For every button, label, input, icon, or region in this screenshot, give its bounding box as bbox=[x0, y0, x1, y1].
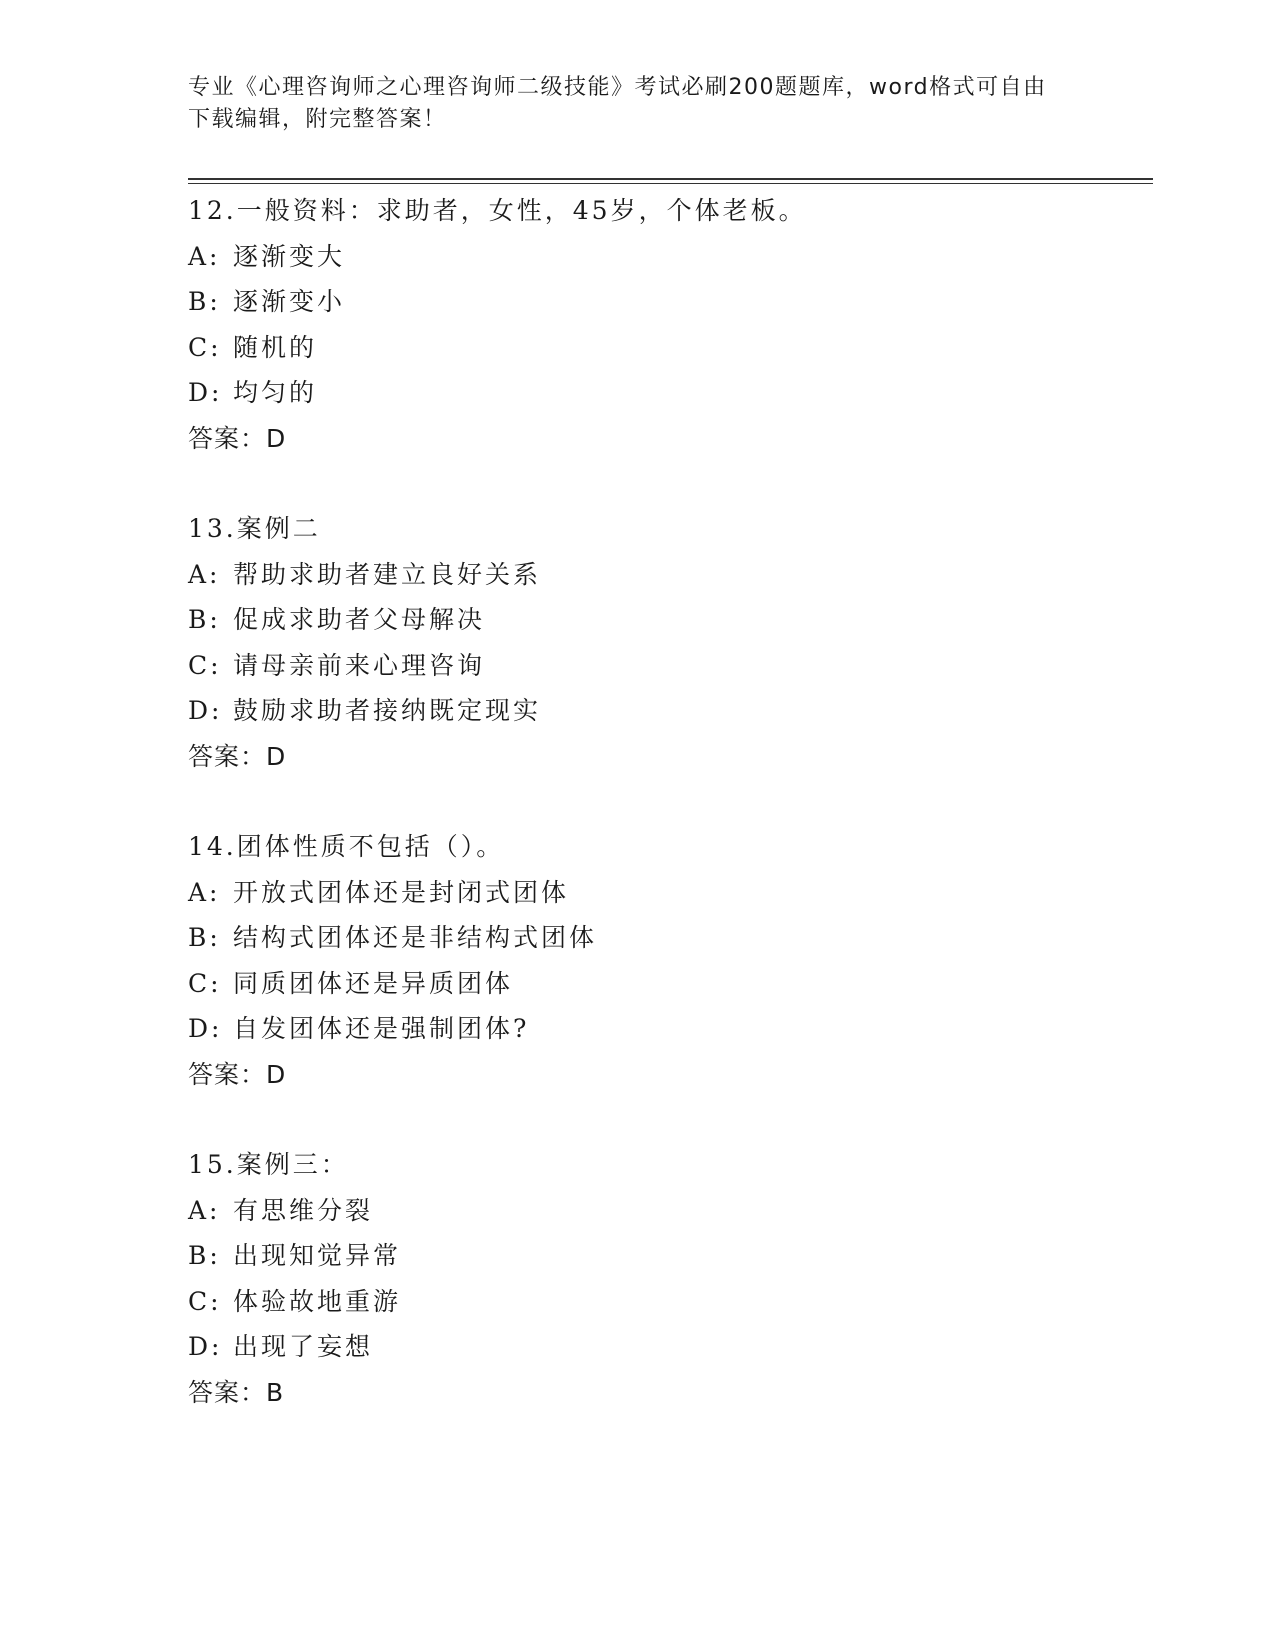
option-d bbox=[188, 370, 1148, 416]
option-a bbox=[188, 234, 1148, 280]
option-c bbox=[188, 643, 1148, 689]
option-text: 结构式团体还是非结构式团体 bbox=[233, 923, 598, 952]
option-text: 帮助求助者建立良好关系 bbox=[233, 559, 542, 589]
option-text: 逐渐变小 bbox=[233, 287, 346, 316]
option-text: 促成求助者父母解决 bbox=[233, 605, 486, 634]
question-15 bbox=[188, 1142, 1148, 1415]
document-intro: 专业《心理咨询师之心理咨询师二级技能》考试必刷200题题库，word格式可自由下载编辑，附完整答案！ bbox=[188, 75, 1047, 132]
option-key: C: bbox=[188, 968, 222, 998]
option-key: C: bbox=[188, 1286, 222, 1316]
option-b bbox=[188, 279, 1148, 325]
question-stem: 12.一般资料：求助者，女性，45岁，个体老板。 bbox=[188, 196, 807, 225]
option-text: 有思维分裂 bbox=[233, 1195, 374, 1225]
option-text: 鼓励求助者接纳既定现实 bbox=[233, 696, 542, 725]
option-a bbox=[188, 870, 1148, 916]
question-stem: 15.案例三： bbox=[188, 1150, 349, 1179]
question-14 bbox=[188, 824, 1148, 1097]
option-d bbox=[188, 1324, 1148, 1370]
question-13 bbox=[188, 506, 1148, 779]
option-key: A: bbox=[188, 877, 221, 907]
option-d bbox=[188, 1006, 1148, 1052]
option-d bbox=[188, 688, 1148, 734]
option-text: 体验故地重游 bbox=[233, 1286, 402, 1316]
option-key: D: bbox=[188, 378, 223, 407]
option-c bbox=[188, 1279, 1148, 1325]
option-text: 随机的 bbox=[233, 332, 318, 362]
option-text: 请母亲前来心理咨询 bbox=[233, 650, 486, 680]
answer-label: 答案：B bbox=[188, 1377, 285, 1407]
answer-label: 答案：D bbox=[188, 1059, 287, 1089]
option-c bbox=[188, 961, 1148, 1007]
option-text: 自发团体还是强制团体? bbox=[233, 1014, 530, 1043]
answer-label: 答案：D bbox=[188, 423, 287, 453]
option-key: B: bbox=[188, 287, 221, 316]
option-b bbox=[188, 915, 1148, 961]
answer-label: 答案：D bbox=[188, 741, 287, 771]
header-divider-thin bbox=[188, 183, 1153, 184]
option-key: D: bbox=[188, 696, 223, 725]
option-b bbox=[188, 1233, 1148, 1279]
question-stem: 13.案例二 bbox=[188, 514, 321, 543]
question-list bbox=[188, 188, 1148, 1460]
option-key: A: bbox=[188, 1195, 221, 1225]
option-key: B: bbox=[188, 923, 221, 952]
question-stem: 14.团体性质不包括（）。 bbox=[188, 832, 505, 861]
option-key: C: bbox=[188, 332, 222, 362]
option-text: 出现知觉异常 bbox=[233, 1241, 402, 1270]
option-key: D: bbox=[188, 1014, 223, 1043]
option-key: A: bbox=[188, 241, 221, 271]
option-text: 开放式团体还是封闭式团体 bbox=[233, 877, 570, 907]
option-a bbox=[188, 552, 1148, 598]
option-a bbox=[188, 1188, 1148, 1234]
option-b bbox=[188, 597, 1148, 643]
option-text: 均匀的 bbox=[233, 378, 318, 407]
option-text: 逐渐变大 bbox=[233, 241, 346, 271]
option-key: C: bbox=[188, 650, 222, 680]
option-c bbox=[188, 325, 1148, 371]
option-text: 同质团体还是异质团体 bbox=[233, 968, 514, 998]
option-key: B: bbox=[188, 1241, 221, 1270]
option-key: D: bbox=[188, 1332, 223, 1361]
option-key: A: bbox=[188, 559, 221, 589]
question-12 bbox=[188, 188, 1148, 461]
option-text: 出现了妄想 bbox=[233, 1332, 374, 1361]
header-divider-thick bbox=[188, 178, 1153, 180]
option-key: B: bbox=[188, 605, 221, 634]
